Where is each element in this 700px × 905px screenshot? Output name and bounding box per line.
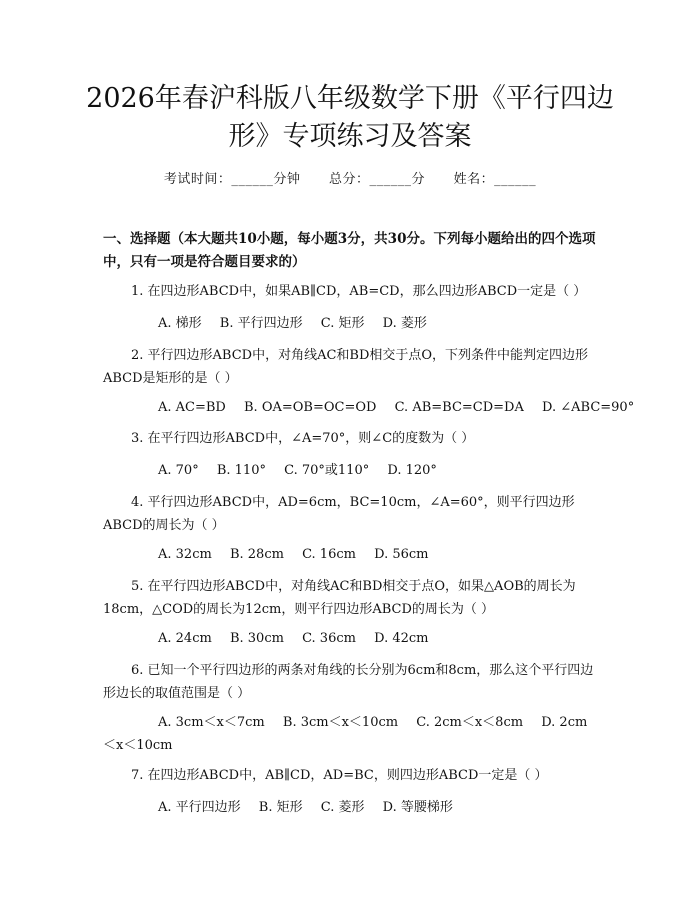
exam-score: 总分：______分 (328, 172, 425, 187)
option-d: D. ∠ABC=90° (542, 400, 635, 415)
option-a: A. 梯形 (158, 316, 202, 331)
option-d: D. 等腰梯形 (382, 800, 453, 815)
option-c: C. 菱形 (320, 800, 365, 815)
question-5-options (103, 627, 598, 650)
question-2-options (103, 396, 635, 419)
option-c: C. 2cm＜x＜8cm (416, 715, 524, 730)
option-b: B. 3cm＜x＜10cm (282, 715, 399, 730)
question-1: 1. 在四边形ABCD中，如果AB∥CD，AB=CD，那么四边形ABCD一定是（ ） (131, 284, 587, 299)
question-7-options (103, 796, 598, 819)
question-3-options (103, 459, 598, 482)
option-a: A. 24cm (158, 631, 212, 646)
exam-meta (0, 168, 700, 187)
question-4-options (103, 543, 598, 566)
option-b: B. 平行四边形 (219, 316, 303, 331)
option-d: D. 2cm＜x＜10cm (103, 715, 588, 753)
question-4: 4. 平行四边形ABCD中，AD=6cm，BC=10cm，∠A=60°，则平行四边形ABCD的周长为（ ） (103, 495, 575, 533)
option-c: C. 16cm (302, 547, 356, 562)
option-c: C. 36cm (302, 631, 356, 646)
option-d: D. 菱形 (382, 316, 427, 331)
option-d: D. 42cm (374, 631, 429, 646)
question-1-options (103, 312, 598, 335)
option-a: A. AC=BD (158, 400, 226, 415)
option-a: A. 70° (158, 463, 199, 478)
option-c: C. 70°或110° (284, 463, 370, 478)
option-a: A. 平行四边形 (158, 800, 241, 815)
option-b: B. 28cm (229, 547, 284, 562)
section-heading: 一、选择题（本大题共10小题，每小题3分，共30分。下列每小题给出的四个选项中，只有一项是符合题目要求的） (103, 231, 596, 270)
question-5: 5. 在平行四边形ABCD中，对角线AC和BD相交于点O，如果△AOB的周长为18cm，△COD的周长为12cm，则平行四边形ABCD的周长为（ ） (103, 579, 576, 617)
exam-name: 姓名：______ (453, 172, 537, 187)
question-7: 7. 在四边形ABCD中，AB∥CD，AD=BC，则四边形ABCD一定是（ ） (131, 768, 548, 783)
option-d: D. 56cm (374, 547, 429, 562)
option-d: D. 120° (387, 463, 437, 478)
option-b: B. 矩形 (258, 800, 303, 815)
exam-time: 考试时间：______分钟 (163, 172, 301, 187)
option-b: B. 110° (216, 463, 266, 478)
option-a: A. 32cm (158, 547, 212, 562)
option-c: C. AB=BC=CD=DA (394, 400, 524, 415)
title-line-2: 形》专项练习及答案 (228, 121, 472, 152)
question-2: 2. 平行四边形ABCD中，对角线AC和BD相交于点O，下列条件中能判定四边形ABCD是矩形的是（ ） (103, 348, 589, 386)
option-c: C. 矩形 (320, 316, 365, 331)
option-a: A. 3cm＜x＜7cm (158, 715, 265, 730)
option-b: B. 30cm (229, 631, 284, 646)
title-line-1: 2026年春沪科版八年级数学下册《平行四边 (86, 83, 614, 114)
document-title (60, 80, 640, 156)
question-6: 6. 已知一个平行四边形的两条对角线的长分别为6cm和8cm，那么这个平行四边形边长的取值范围是（ ） (103, 663, 594, 701)
question-3: 3. 在平行四边形ABCD中，∠A=70°，则∠C的度数为（ ） (131, 431, 475, 446)
question-6-options (103, 711, 598, 757)
option-b: B. OA=OB=OC=OD (244, 400, 377, 415)
